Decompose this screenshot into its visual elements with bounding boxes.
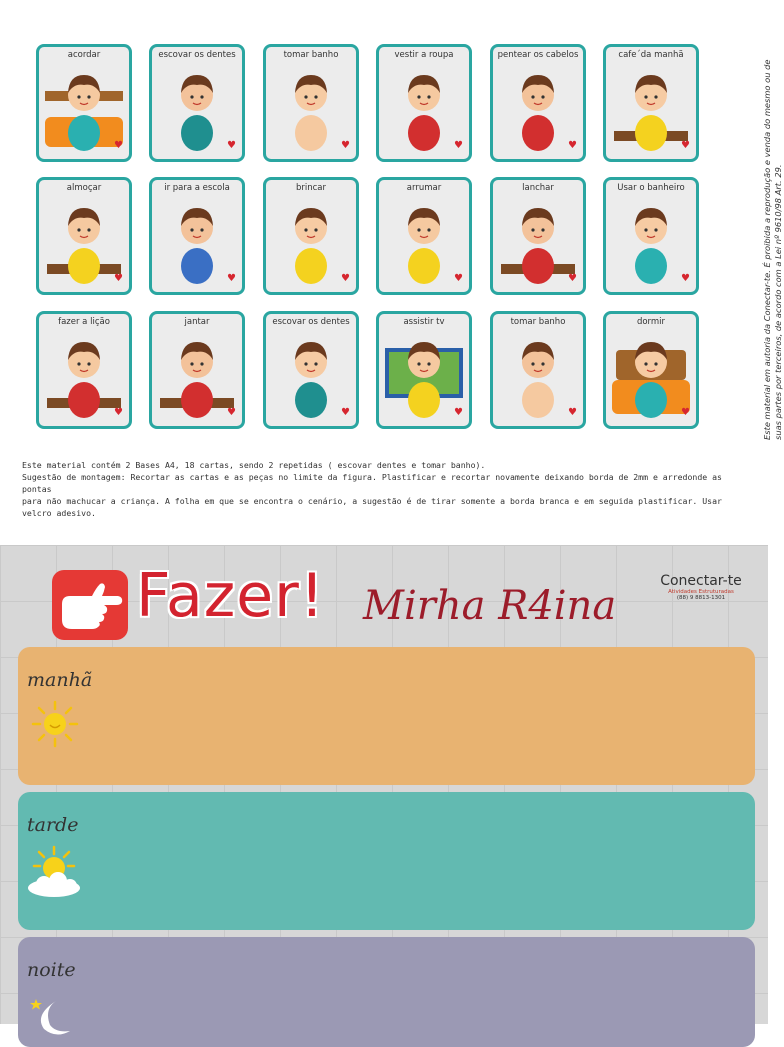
routine-card-label: tomar banho xyxy=(510,317,566,327)
routine-card xyxy=(490,177,586,295)
heart-icon: ♥ xyxy=(227,273,236,284)
copyright-notice xyxy=(722,55,783,440)
heart-icon: ♥ xyxy=(341,407,350,418)
heart-icon: ♥ xyxy=(454,140,463,151)
heart-icon: ♥ xyxy=(454,273,463,284)
heart-icon: ♥ xyxy=(568,273,577,284)
brand-phone: (88) 9 8813-1301 xyxy=(676,595,726,601)
heart-icon: ♥ xyxy=(568,407,577,418)
routine-card xyxy=(263,311,359,429)
pointing-hand-icon xyxy=(52,570,128,640)
routine-card xyxy=(490,311,586,429)
routine-card xyxy=(376,44,472,162)
routine-card-label: dormir xyxy=(636,317,666,327)
heart-icon: ♥ xyxy=(341,140,350,151)
routine-card-label: arrumar xyxy=(406,183,442,193)
panel-morning xyxy=(18,647,755,785)
routine-card xyxy=(36,44,132,162)
brand-name: Conectar-te xyxy=(660,573,742,589)
heart-icon: ♥ xyxy=(681,273,690,284)
routine-card xyxy=(263,44,359,162)
routine-card xyxy=(376,311,472,429)
instructions-text xyxy=(22,459,752,519)
routine-card xyxy=(36,311,132,429)
routine-card-label: ir para a escola xyxy=(164,183,230,193)
routine-card xyxy=(149,44,245,162)
page-title: Fazer! xyxy=(136,561,325,631)
panel-night xyxy=(18,937,755,1047)
routine-card-label: acordar xyxy=(67,50,101,60)
brand-subtitle: Atividades Estruturadas xyxy=(668,589,734,595)
panel-night-label: noite xyxy=(27,959,76,981)
routine-card xyxy=(149,177,245,295)
heart-icon: ♥ xyxy=(454,407,463,418)
heart-icon: ♥ xyxy=(568,140,577,151)
routine-card xyxy=(603,44,699,162)
routine-card-label: escovar os dentes xyxy=(158,50,236,60)
routine-card-label: tomar banho xyxy=(283,50,339,60)
heart-icon: ♥ xyxy=(341,273,350,284)
routine-card-label: almoçar xyxy=(66,183,102,193)
heart-icon: ♥ xyxy=(114,407,123,418)
routine-card-label: assistir tv xyxy=(403,317,445,327)
routine-card-label: jantar xyxy=(184,317,210,327)
routine-card xyxy=(603,311,699,429)
routine-card xyxy=(603,177,699,295)
heart-icon: ♥ xyxy=(227,140,236,151)
moon-icon xyxy=(26,995,76,1035)
heart-icon: ♥ xyxy=(681,407,690,418)
routine-card xyxy=(149,311,245,429)
routine-card-label: escovar os dentes xyxy=(272,317,350,327)
routine-card xyxy=(376,177,472,295)
heart-icon: ♥ xyxy=(114,140,123,151)
sun-icon xyxy=(30,699,80,749)
panel-afternoon xyxy=(18,792,755,930)
routine-card-label: pentear os cabelos xyxy=(497,50,579,60)
copyright-text: Este material em autoria da Conectar-te. É proibida a reprodução e venda do mesmo ou de suas partes por terceiros, de acordo com a Lei nº 9610/98 Art. 29. xyxy=(762,59,783,440)
routine-card xyxy=(490,44,586,162)
brand-logo xyxy=(646,573,756,601)
routine-card-label: cafe´da manhã xyxy=(618,50,684,60)
child-name: Mirha R4ina xyxy=(363,583,617,629)
routine-card-label: vestir a roupa xyxy=(394,50,454,60)
routine-card-label: Usar o banheiro xyxy=(617,183,685,193)
instructions-line-2: Sugestão de montagem: Recortar as cartas e as peças no limite da figura. Plastificar e recortar novamente deixando borda de 2mm e arredonde as pontas xyxy=(22,472,722,494)
heart-icon: ♥ xyxy=(681,140,690,151)
sun-cloud-icon xyxy=(22,844,86,904)
routine-card-label: fazer a lição xyxy=(58,317,110,327)
instructions-line-1: Este material contém 2 Bases A4, 18 cartas, sendo 2 repetidas ( escovar dentes e tomar banho). xyxy=(22,460,486,470)
routine-card xyxy=(263,177,359,295)
instructions-line-3: para não machucar a criança. A folha em que se encontra o cenário, a sugestão é de tirar somente a borda branca e em seguida plastificar. Usar velcro adesivo. xyxy=(22,496,722,518)
routine-card xyxy=(36,177,132,295)
heart-icon: ♥ xyxy=(227,407,236,418)
routine-card-label: brincar xyxy=(295,183,326,193)
panel-afternoon-label: tarde xyxy=(27,814,79,836)
routine-card-label: lanchar xyxy=(522,183,554,193)
heart-icon: ♥ xyxy=(114,273,123,284)
panel-morning-label: manhã xyxy=(27,669,93,691)
routine-planner-board xyxy=(0,545,768,1024)
